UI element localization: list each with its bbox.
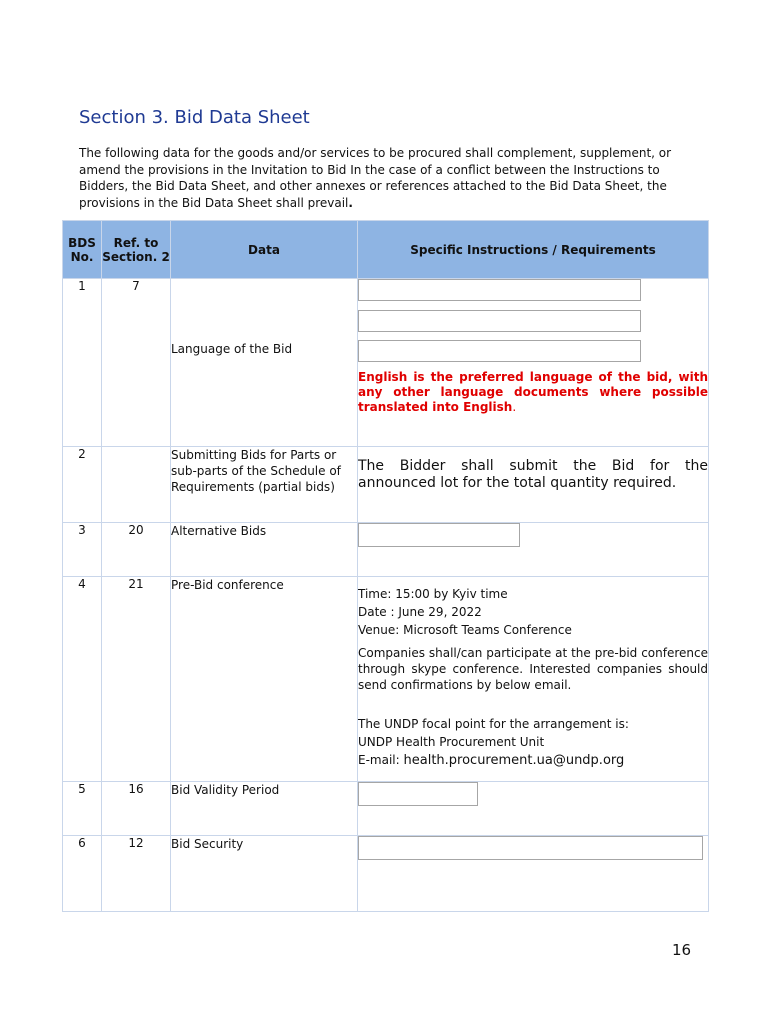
row-data-label: Bid Validity Period <box>171 782 358 836</box>
table-row <box>63 523 709 577</box>
header-data: Data <box>171 221 358 279</box>
table-row <box>63 279 709 447</box>
focal-point-unit: UNDP Health Procurement Unit <box>358 735 545 749</box>
row-data-label: Pre-Bid conference <box>171 577 358 782</box>
table-row <box>63 782 709 836</box>
row-bds-no: 5 <box>63 782 102 836</box>
intro-end: . <box>348 195 353 210</box>
partial-bids-instruction: The Bidder shall submit the Bid for the announced lot for the total quantity required. <box>358 458 708 491</box>
conference-participation: Companies shall/can participate at the pre-bid conference through skype conference. Interested companies should send confirmations by below email. <box>358 646 708 692</box>
table-row <box>63 577 709 782</box>
language-field-2[interactable] <box>358 310 641 332</box>
header-requirements: Specific Instructions / Requirements <box>358 221 709 279</box>
header-ref: Ref. to Section. 2 <box>102 221 171 279</box>
intro-text: The following data for the goods and/or services to be procured shall complement, supplement, or amend the provisions in the Invitation to Bid In the case of a conflict between the Instructions to Bidders, the Bid Data Sheet, and other annexes or references attached to the Bid Data Sheet, the provisions in the Bid Data Sheet shall prevail <box>79 146 672 210</box>
header-bds-no: BDS No. <box>63 221 102 279</box>
conference-time: Time: 15:00 by Kyiv time <box>358 587 508 601</box>
language-note-end: . <box>512 400 517 414</box>
row-bds-no: 4 <box>63 577 102 782</box>
alternative-bids-field[interactable] <box>358 523 520 547</box>
language-note <box>358 370 708 415</box>
conference-venue: Venue: Microsoft Teams Conference <box>358 623 572 637</box>
focal-point-intro: The UNDP focal point for the arrangement is: <box>358 717 629 731</box>
row-data-label: Alternative Bids <box>171 523 358 577</box>
row-bds-no: 6 <box>63 836 102 912</box>
row-bds-no: 3 <box>63 523 102 577</box>
table-row <box>63 836 709 912</box>
row-data-label: Language of the Bid <box>171 342 293 356</box>
row-ref: 16 <box>102 782 171 836</box>
row-ref <box>102 447 171 523</box>
conference-date: Date : June 29, 2022 <box>358 605 482 619</box>
email-link[interactable]: health.procurement.ua@undp.org <box>403 753 625 768</box>
intro-paragraph <box>79 145 691 211</box>
language-field-3[interactable] <box>358 340 641 362</box>
table-row <box>63 447 709 523</box>
language-field-1[interactable] <box>358 279 641 301</box>
focal-point-email <box>358 751 708 770</box>
row-bds-no: 1 <box>63 279 102 447</box>
row-bds-no: 2 <box>63 447 102 523</box>
bid-security-field[interactable] <box>358 836 703 860</box>
table-header-row <box>63 221 709 279</box>
page-title: Section 3. Bid Data Sheet <box>79 107 310 128</box>
bid-data-table <box>62 220 709 912</box>
row-ref: 21 <box>102 577 171 782</box>
row-ref: 7 <box>102 279 171 447</box>
row-data-label: Submitting Bids for Parts or sub-parts of the Schedule of Requirements (partial bids) <box>171 447 358 523</box>
row-ref: 20 <box>102 523 171 577</box>
email-label: E-mail: <box>358 753 400 767</box>
language-note-text: English is the preferred language of the bid, with any other language documents where possible translated into English <box>358 370 708 414</box>
row-ref: 12 <box>102 836 171 912</box>
page-number: 16 <box>672 941 692 959</box>
row-data-label: Bid Security <box>171 836 358 912</box>
bid-validity-field[interactable] <box>358 782 478 806</box>
